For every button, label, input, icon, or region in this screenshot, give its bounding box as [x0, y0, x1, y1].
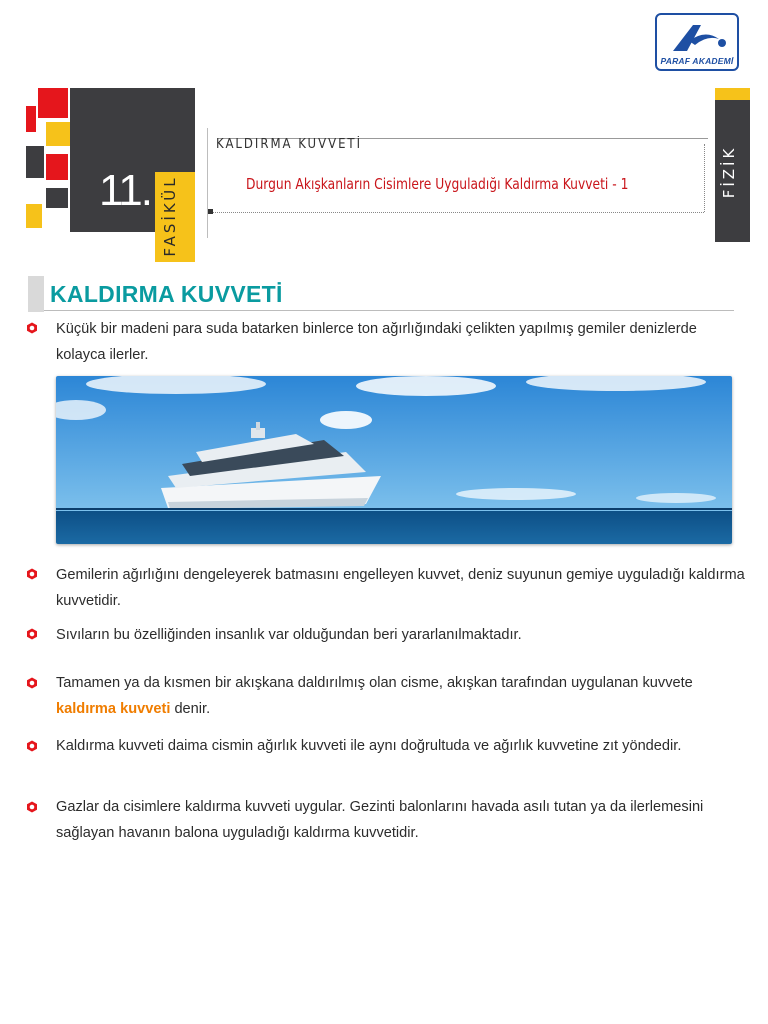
header-dotted-rule-vertical	[704, 144, 706, 212]
publisher-logo	[655, 13, 739, 71]
logo-text: PARAF AKADEMİ	[660, 56, 734, 66]
paragraph-direction: Kaldırma kuvveti daima cismin ağırlık kuvveti ile aynı doğrultuda ve ağırlık kuvvetine zıt yöndedir.	[56, 738, 682, 754]
paragraph-intro: Küçük bir madeni para suda batarken binlerce ton ağırlığındaki çelikten yapılmış gemiler denizlerde kolayca ilerler.	[56, 321, 697, 363]
header-dotted-rule	[210, 212, 704, 214]
decor-square-dark	[46, 188, 68, 208]
header-marker	[208, 209, 213, 214]
fasikul-label: FASİKÜL	[161, 175, 179, 257]
paragraph-gases: Gazlar da cisimlere kaldırma kuvveti uygular. Gezinti balonlarını havada asılı tutan ya da ilerlemesini sağlayan havanın balona uyguladığı kaldırma kuvvetidir.	[56, 799, 704, 841]
paraf-logo-icon	[667, 19, 729, 57]
subject-tab-accent	[715, 88, 750, 100]
lesson-subtitle: Durgun Akışkanların Cisimlere Uyguladığı Kaldırma Kuvveti - 1	[246, 175, 629, 193]
paragraph-history: Sıvıların bu özelliğinden insanlık var olduğundan beri yararlanılmaktadır.	[56, 627, 522, 643]
decor-square-dark	[26, 146, 44, 178]
decor-square-red	[46, 154, 68, 180]
decor-square-red	[38, 88, 68, 118]
decor-square-red	[26, 106, 36, 132]
section-title: KALDIRMA KUVVETİ	[50, 281, 283, 307]
paragraph-definition	[56, 670, 746, 722]
definition-highlight: kaldırma kuvveti	[56, 701, 171, 717]
unit-title: KALDIRMA KUVVETİ	[216, 137, 362, 152]
bullet-icon	[26, 677, 38, 689]
definition-text: Tamamen ya da kısmen bir akışkana daldırılmış olan cisme, akışkan tarafından uygulanan kuvvete	[56, 675, 693, 691]
bullet-icon	[26, 801, 38, 813]
bullet-icon	[26, 568, 38, 580]
decor-square-yellow	[26, 204, 42, 228]
section-underline	[44, 310, 734, 311]
section-heading-marker	[28, 276, 44, 312]
cruise-ship-photo	[56, 376, 732, 544]
bullet-icon	[26, 740, 38, 752]
paragraph-ship-buoyancy: Gemilerin ağırlığını dengeleyerek batmasını engelleyen kuvvet, deniz suyunun gemiye uyguladığı kaldırma kuvvetidir.	[56, 567, 745, 609]
fasikul-number: 11.	[99, 166, 151, 215]
definition-text-end: denir.	[170, 701, 211, 717]
subject-tab-label: FİZİK	[720, 145, 738, 199]
bullet-icon	[26, 322, 38, 334]
bullet-icon	[26, 628, 38, 640]
header-divider	[207, 128, 208, 238]
